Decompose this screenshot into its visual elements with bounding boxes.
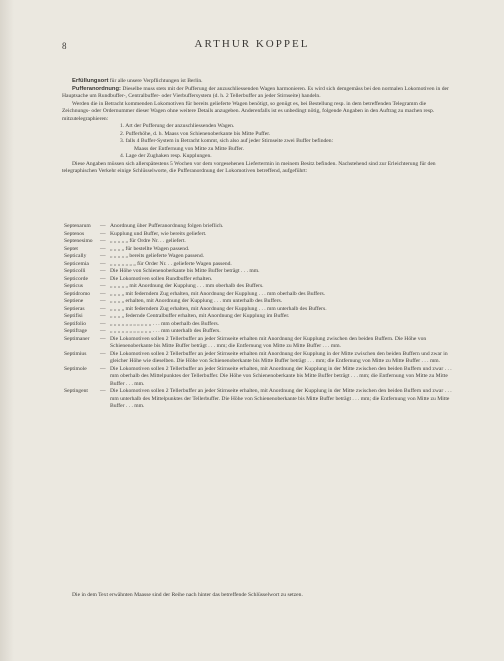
running-head: ARTHUR KOPPEL <box>194 38 310 50</box>
codeword-row <box>62 298 452 306</box>
codeword-row <box>62 223 452 231</box>
codeword-row <box>62 366 452 389</box>
list-item: 1. Art der Pufferung der anzuschliessenden Wagen. <box>120 123 235 129</box>
codeword-definition: Kupplung und Buffer, wie bereits geliefert. <box>110 230 207 237</box>
codeword-row <box>62 388 452 411</box>
codeword-row <box>62 328 452 336</box>
codeword: Septifrage <box>64 328 87 334</box>
codeword-dash: — <box>100 365 106 372</box>
codeword-row <box>62 306 452 314</box>
codeword-row <box>62 231 452 239</box>
pufferanordnung-paragraph <box>62 86 452 101</box>
codeword-row <box>62 268 452 276</box>
codeword: Septicemia <box>64 260 89 267</box>
erfuellungsort-paragraph <box>62 78 452 86</box>
codeword-definition: „ „ „ „ „ für Ordre Nr. . . geliefert. <box>110 238 186 244</box>
codeword: Septicorde <box>64 275 88 282</box>
codeword: Septiene <box>64 298 84 304</box>
codeword-definition: Die Lokomotiven sollen 2 Tellerbuffer an jeder Stirnseite erhalten, mit Anordnung der Kupplung in der Mitte zwischen den beiden Buffern und zwar . . . mm oberhalb des Mittelpunktes der Tellerbuffer. Die Höhe von Schienenoberkante bis Mitte Buffer beträgt . . . mm; die Entfernung von Mitte zu Mitte Buffer . . . mm. <box>110 365 452 387</box>
codeword-definition: Die Höhe von Schienenoberkante bis Mitte Buffer beträgt . . . mm. <box>110 268 260 274</box>
angaben-paragraph: Werden die in Betracht kommenden Lokomotiven für bereits gelieferte Wagen benötigt, so genügt es, bei Bestellung resp. in dem betreffenden Telegramm die Zeichnungs- oder Ordernummer dieser Wagen ohne weitere Details anzugeben. Anderenfalls ist es unbedingt nötig, folgende Angaben in den Auftrag zu machen resp. mitzutelegraphieren: <box>62 100 435 122</box>
codeword-row <box>62 283 452 291</box>
codeword-definition: „ „ „ „ „ „ „ für Order Nr. . . gelieferte Wagen passend. <box>110 260 232 267</box>
codeword: Septimius <box>64 350 87 357</box>
codeword-definition: „ „ „ „ erhalten, mit Anordnung der Kupplung . . . mm unterhalb des Buffers. <box>110 298 283 304</box>
codeword-row <box>62 336 452 351</box>
erfuellungsort-label: Erfüllungsort <box>72 78 109 84</box>
schluesselworte-paragraph: Diese Angaben müssen sich allerspätestens 5 Wochen vor dem vorgesehenen Liefertermin in meinem Besitz befinden. Nachstehend sind zur Erleichterung für den telegraphischen Verkehr einige Schlüsselworte, die Pufferanordnung der Lokomotiven betreffend, aufgeführt: <box>62 160 436 174</box>
codeword-definition: Die Lokomotiven sollen 2 Tellerbuffer an jeder Stirnseite erhalten mit Anordnung der Kupplung in der Mitte zwischen den beiden Buffern und zwar in gleicher Höhe wie dieselben. Die Höhe von Schienenoberkante bis Mitte Buffer beträgt . . . mm; die Entfernung von Mitte zu Mitte Buffer . . . mm. <box>110 350 448 364</box>
codeword-row <box>62 246 452 254</box>
codeword-list <box>62 223 452 411</box>
erfuellungsort-text: für alle unsere Verpflichtungen ist Berlin. <box>108 78 203 84</box>
codeword-row <box>62 313 452 321</box>
codeword: Septieras <box>64 305 85 312</box>
codeword-definition: „ „ „ „ „ „ „ „ „ „ „ . . . mm unterhalb des Buffers. <box>110 328 221 334</box>
codeword-row <box>62 351 452 366</box>
codeword-definition: „ „ „ „ „ „ „ „ „ „ „ . . . mm oberhalb des Buffers. <box>110 320 220 327</box>
closing-section <box>62 592 452 600</box>
list-item: 3. falls 4 Buffer-System in Betracht kommt, sich also auf jeder Stirnseite zwei Buffer befinden: <box>120 138 334 144</box>
closing-paragraph: Die in dem Text erwähnten Maasse sind der Reihe nach hinter das betreffende Schlüsselwort zu setzen. <box>72 592 303 598</box>
codeword: Septicus <box>64 283 83 289</box>
codeword: Septimole <box>64 365 87 372</box>
codeword-row <box>62 321 452 329</box>
codeword: Septifisi <box>64 313 83 319</box>
codeword-definition: „ „ „ „ mit federndem Zug erhalten, mit Anordnung der Kupplung . . . mm unterhalb des Buffers. <box>110 305 327 312</box>
codeword-definition: „ „ „ „ für bestellte Wagen passend. <box>110 245 190 252</box>
codeword-dash: — <box>100 283 106 289</box>
codeword: Septenesimo <box>64 238 93 244</box>
codeword: Septenos <box>64 230 85 237</box>
codeword-row <box>62 261 452 269</box>
codeword: Septidromo <box>64 290 91 297</box>
codeword-definition: Anordnung über Pufferanordnung folgen brieflich. <box>110 223 224 229</box>
codeword-dash: — <box>100 313 106 319</box>
codeword-dash: — <box>100 253 106 259</box>
codeword: Septically <box>64 253 87 259</box>
pufferanordnung-label: Pufferanordnung: <box>72 85 121 92</box>
codeword-dash: — <box>100 245 106 252</box>
codeword-row <box>62 238 452 246</box>
codeword-dash: — <box>100 298 106 304</box>
codeword-definition: Die Lokomotiven sollen 2 Tellerbuffer an jeder Stirnseite erhalten, mit Anordnung der Kupplung in der Mitte zwischen den beiden Buffern und zwar . . . mm unterhalb des Mittelpunktes der Tellerbuffer. Die Höhe von Schienenoberkante bis Mitte Buffer beträgt . . . mm; die Entfernung von Mitte zu Mitte Buffer . . . mm. <box>110 388 452 409</box>
list-item: 4. Lage der Zughaken resp. Kupplungen. <box>120 153 212 159</box>
codeword-dash: — <box>100 268 106 274</box>
codeword-dash: — <box>100 223 106 229</box>
codeword-dash: — <box>100 388 106 394</box>
codeword-dash: — <box>100 335 106 342</box>
codeword-dash: — <box>100 238 106 244</box>
intro-section <box>62 78 452 176</box>
codeword-row <box>62 276 452 284</box>
codeword-definition: „ „ „ „ mit federndem Zug erhalten, mit Anordnung der Kupplung . . . mm oberhalb des Buffers. <box>110 290 326 297</box>
list-item: Maass der Entfernung von Mitte zu Mitte Buffer. <box>134 145 244 152</box>
codeword-definition: „ „ „ „ „ mit Anordnung der Kupplung . . . mm oberhalb des Buffers. <box>110 283 264 289</box>
codeword: Septifolio <box>64 320 87 327</box>
codeword-dash: — <box>100 328 106 334</box>
codeword: Septet <box>64 245 78 252</box>
pufferanordnung-text: Dieselbe muss stets mit der Pufferung der anzuschliessenden Wagen harmonieren. Es wird sich demgemäss bei den normalen Lokomotiven in der Hauptsache um Rundbuffer-, Centralbuffer- oder Vierbuffersystem (d. h. 2 Tellerbuffer an jeder Stirnseite) handeln. <box>62 85 449 99</box>
list-item: 2. Pufferhöhe, d. h. Maass von Schienenoberkante bis Mitte Puffer. <box>120 130 271 137</box>
codeword-dash: — <box>100 260 106 267</box>
codeword-dash: — <box>100 290 106 297</box>
codeword: Septimaner <box>64 335 90 342</box>
codeword: Septicolli <box>64 268 86 274</box>
codeword-definition: „ „ „ „ „ bereits gelieferte Wagen passend. <box>110 253 205 259</box>
codeword-definition: Die Lokomotiven sollen Rundbuffer erhalten. <box>110 275 213 282</box>
codeword: Septenarum <box>64 223 91 229</box>
codeword-dash: — <box>100 275 106 282</box>
codeword-dash: — <box>100 320 106 327</box>
codeword: Septingent <box>64 388 88 394</box>
page-edge-shadow <box>0 0 14 661</box>
codeword-row <box>62 253 452 261</box>
page-number: 8 <box>62 41 68 51</box>
codeword-row <box>62 291 452 299</box>
codeword-dash: — <box>100 350 106 357</box>
codeword-definition: Die Lokomotiven sollen 2 Tellerbuffer an jeder Stirnseite erhalten mit Anordnung der Kupplung zwischen den beiden Buffern. Die Höhe von Schienenoberkante bis Mitte Buffer beträgt . . . mm; die Entfernung von Mitte zu Mitte Buffer . . . mm. <box>110 335 427 349</box>
codeword-dash: — <box>100 305 106 312</box>
codeword-definition: „ „ „ „ federnde Centralbuffer erhalten, mit Anordnung der Kupplung im Buffer. <box>110 313 290 319</box>
codeword-dash: — <box>100 230 106 237</box>
